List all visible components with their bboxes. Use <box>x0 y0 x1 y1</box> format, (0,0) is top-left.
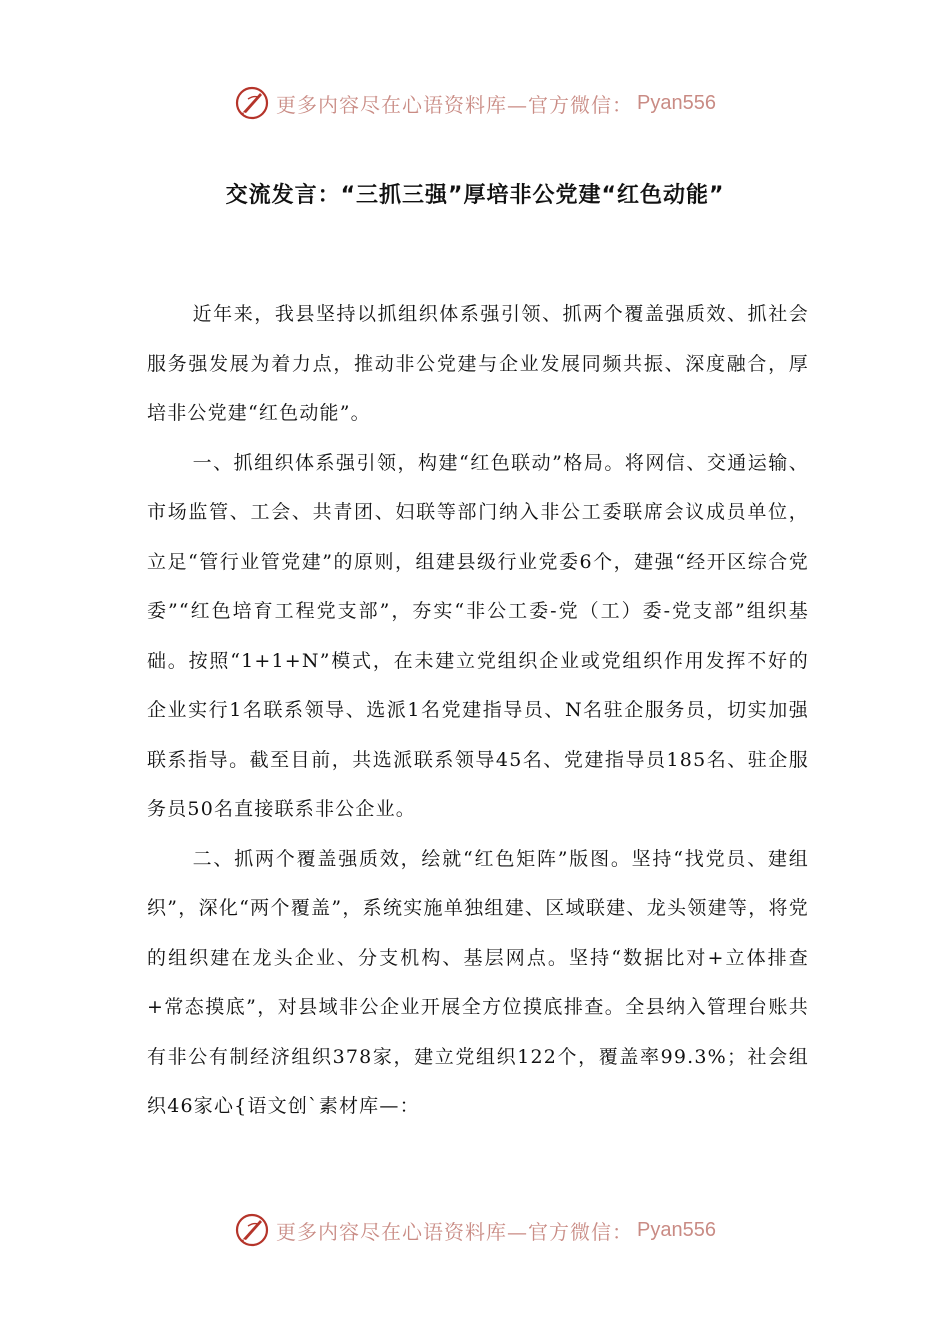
page-title: 交流发言：“三抓三强”厚培非公党建“红色动能” <box>225 183 725 208</box>
banner-brand-text: 更多内容尽在心语资料库—官方微信： <box>276 92 634 117</box>
paragraph-section-two: 二、抓两个覆盖强质效，绘就“红色矩阵”版图。坚持“找党员、建组织”，深化“两个覆盖”，系统实施单独组建、区域联建、龙头领建等，将党的组织建在龙头企业、分支机构、基层网点。坚持“数据比对+立体排查+常态摸底”，对县域非公企业开展全方位摸底排查。全县纳入管理台账共有非公有制经济组织378家，建立党组织122个，覆盖率99.3%；社会组织46家心{语文创`素材库—： <box>147 847 809 1117</box>
quill-pen-logo-icon <box>234 85 270 121</box>
footer-brand-text: 更多内容尽在心语资料库—官方微信： <box>276 1219 634 1244</box>
quill-pen-logo-icon <box>234 1212 270 1248</box>
paragraph-intro: 近年来，我县坚持以抓组织体系强引领、抓两个覆盖强质效、抓社会服务强发展为着力点，推动非公党建与企业发展同频共振、深度融合，厚培非公党建“红色动能”。 <box>147 303 809 424</box>
footer-banner <box>0 1210 950 1250</box>
footer-wechat-id: Pyan556 <box>637 1218 716 1241</box>
document-body <box>147 290 809 1132</box>
header-banner <box>0 83 950 123</box>
banner-wechat-id: Pyan556 <box>637 91 716 114</box>
paragraph-section-one: 一、抓组织体系强引领，构建“红色联动”格局。将网信、交通运输、市场监管、工会、共青团、妇联等部门纳入非公工委联席会议成员单位，立足“管行业管党建”的原则，组建县级行业党委6个，建强“经开区综合党委”“红色培育工程党支部”，夯实“非公工委-党（工）委-党支部”组织基础。按照“1+1+N”模式，在未建立党组织企业或党组织作用发挥不好的企业实行1名联系领导、选派1名党建指导员、N名驻企服务员，切实加强联系指导。截至目前，共选派联系领导45名、党建指导员185名、驻企服务员50名直接联系非公企业。 <box>147 451 809 820</box>
